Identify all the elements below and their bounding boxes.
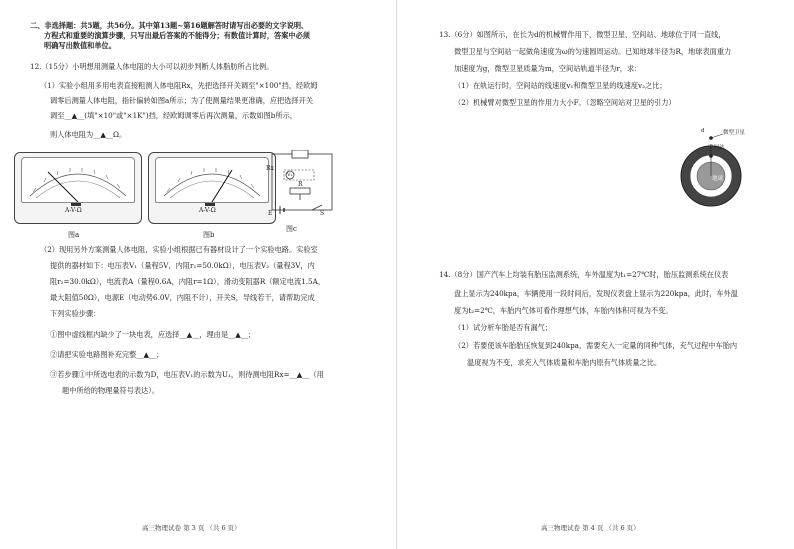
circuit-r-label: R [298,181,303,188]
q12-step1: ①图中虚线框内缺少了一块电表，应选择__▲__，理由是__▲__； [50,330,256,339]
q14-line3: 度为t₂=2℃，车胎内气体可看作理想气体，车胎内体积可视为不变。 [454,306,673,315]
q13-line3: 加速度为g，微型卫星质量为m，空间站轨道半径为r，求： [454,64,642,73]
fig-c-caption: 图c [286,225,297,233]
orbit-satellite-label: 微型卫星 [723,130,746,136]
q12-stem: 12.（15分）小明想用测量人体电阻的大小可以初步判断人体脂肪所占比例。 [30,62,274,71]
orbit-diagram [677,128,757,208]
circuit-s-label: S [320,210,325,217]
orbit-station-label: 空间站 [708,145,725,151]
meter-a-label: A-V-Ω [65,207,82,214]
q14-line5: （2）若要使该车胎胎压恢复到240kpa，需要充入一定量的同种气体，充气过程中车胎内 [454,341,738,350]
q12-step3: ③若步骤①中所选电表的示数为D，电压表V₁的示数为U₁，则待测电阻Rx=__▲__（用 [50,370,324,379]
q13-line5: （2）机械臂对微型卫星的作用力大小F。（忽略空间站对卫星的引力） [454,98,676,107]
q13-line2: 微型卫星与空间站一起做角速度为ω的匀速圆周运动。已知地球半径为R，地球表面重力 [454,47,732,56]
q12-step2: ②请把实验电路图补充完整__▲__； [50,350,164,359]
circuit-v-label: V₁ [287,172,293,178]
q14-line2: 盘上显示为240kpa，车辆使用一段时间后，发现仪表盘上显示为220kpa，此时，车外温 [454,289,738,298]
right-page [397,0,794,549]
meter-b-scale [156,158,268,202]
q13-line4: （1）在轨运行时，空间站的线速度v₁和微型卫星的线速度v₂之比； [454,81,667,90]
fig-a-caption: 图a [68,231,80,239]
q12-part2-line5: 下列实验步骤： [50,309,101,318]
section-title-line2: 方程式和重要的演算步骤，只写出最后答案的不能得分；有数值计算时，答案中必须 [44,31,310,40]
q12-part2-line2: 提供的器材如下：电压表V₁（量程5V，内阻r₁=50.0kΩ），电压表V₂（量程3V，内 [50,261,315,270]
orbit-earth-label: 地球 [712,176,724,182]
q14-line1: 14.（8分）国产汽车上均装有胎压监测系统，车外温度为t₁=27℃时，胎压监测系统在仪表 [439,270,729,279]
q13-line1: 13.（6分）如图所示，在长为d的机械臂作用下，微型卫星、空间站、地球位于同一直线， [439,30,726,39]
meter-a-knob [71,203,81,206]
meter-b-face [155,157,269,203]
q12-part1-line2: 调零后测量人体电阻，指针偏转如图a所示；为了使测量结果更准确，应把选择开关 [50,96,314,105]
q12-part2-line3: 阻r₂=30.0kΩ），电流表A（量程0.6A，内阻r=1Ω），滑动变阻器R（额定电流1.5A， [50,277,325,286]
meter-b-label: A-V-Ω [199,207,216,214]
section-title-line3: 明确写出数值和单位。 [44,41,116,50]
circuit-e-label: E [268,210,273,217]
q12-part1-line4: 则人体电阻为__▲__Ω。 [50,130,127,139]
fig-b-caption: 图b [203,231,215,239]
meter-a-face [21,157,135,203]
q12-part2-line4: 最大阻值50Ω），电源E（电动势6.0V，内阻不计），开关S，导线若干，请帮助完成 [50,293,315,302]
q12-part1-line1: （1）实验小组用多用电表直接粗测人体电阻Rx，先把选择开关调至"×100"挡，经欧姆 [40,81,318,90]
q14-line6: 温度视为不变，求充入气体质量和车胎内原有气体质量之比。 [467,358,662,367]
q12-part2-line1: （2）现用另外方案测量人体电阻，实验小组根据已有器材设计了一个实验电路。实验室 [40,245,318,254]
circuit-rx-label: Rx [266,165,274,172]
section-title: 二、非选择题：共5题，共56分。其中第13题~第16题解答时请写出必要的文字说明、 [30,21,309,30]
circuit-diagram [262,150,342,230]
q12-step3-cont: 题中所给的物理量符号表达）。 [62,386,160,395]
meter-b-knob [205,203,215,206]
orbit-d-label: d [701,128,705,134]
meter-a-scale [22,158,134,202]
q12-part1-line3: 调至__▲__(填"×10"或"×1K")挡，经欧姆调零后再次测量，示数如图b所示， [50,111,297,120]
left-footer: 高三物理试卷 第 3 页 （共 6 页） [142,524,241,532]
right-footer: 高三物理试卷 第 4 页 （共 6 页） [541,524,640,532]
multimeter-a [14,152,142,224]
q14-line4: （1）试分析车胎是否有漏气； [454,323,553,332]
multimeter-b [148,152,276,224]
